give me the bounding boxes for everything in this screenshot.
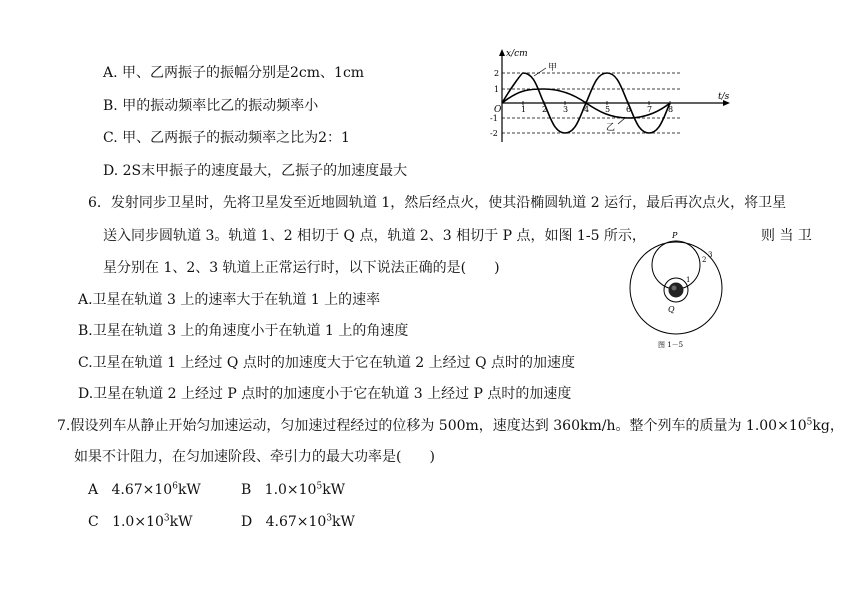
x-tick-label: 3 [563,105,569,114]
graph-origin-label: O [494,105,502,115]
graph-x-label: t/s [718,92,730,102]
q7-option-a [88,481,201,499]
graph-y-label: x/cm [506,49,528,59]
orbit-2 [652,241,700,289]
q6-option-b: B.卫星在轨道 3 上的角速度小于在轨道 1 上的角速度 [78,323,409,339]
q7-option-b [241,481,345,499]
q6-orbit-figure [628,228,732,350]
q5-option-c: C. 甲、乙两振子的振动频率之比为2：1 [103,130,350,146]
figure-label-q: Q [668,305,675,314]
label-jia: 甲 [548,63,558,73]
q7-option-c [88,513,193,531]
option-exponent: 3 [326,513,333,524]
option-unit: kW [177,482,201,498]
x-tick-label: 1 [521,105,527,114]
q7-option-d [241,513,355,531]
y-tick-label: -1 [490,114,498,123]
option-letter: B [241,482,252,498]
option-mantissa: 4.67×10 [265,514,327,530]
y-tick-label: 2 [494,69,500,78]
y-axis-arrow-icon [499,49,505,56]
option-unit: kW [332,514,355,530]
q6-stem-line-2-end: 则 当 卫 [761,228,812,244]
option-mantissa: 1.0×10 [264,482,317,498]
x-tick-label: 7 [647,105,653,114]
figure-label-1: 1 [686,276,691,284]
q7-stem-line-2: 如果不计阻力，在匀加速阶段、牵引力的最大功率是( ) [74,449,435,465]
option-mantissa: 4.67×10 [111,482,173,498]
q6-option-c: C.卫星在轨道 1 上经过 Q 点时的加速度大于它在轨道 2 上经过 Q 点时的加速度 [78,355,576,371]
figure-label-3: 3 [708,251,713,259]
q6-stem-line-1: 6．发射同步卫星时，先将卫星发至近地圆轨道 1，然后经点火，使其沿椭圆轨道 2 运行，最后再次点火，将卫星 [88,195,787,211]
q6-option-a: A.卫星在轨道 3 上的速率大于在轨道 1 上的速率 [78,292,381,308]
q5-option-b: B. 甲的振动频率比乙的振动频率小 [103,98,319,114]
q5-option-d: D. 2S末甲振子的速度最大，乙振子的加速度最大 [103,163,408,179]
figure-caption: 图 1－5 [658,341,684,349]
figure-label-2: 2 [702,256,707,264]
q7-stem-text: 7.假设列车从静止开始匀加速运动，匀加速过程经过的位移为 500m，速度达到 360km/h。整个列车的质量为 1.00×10 [57,418,807,434]
option-letter: A [88,482,99,498]
q7-stem-line-1 [57,417,844,435]
earth-icon [669,283,684,298]
q6-option-d: D.卫星在轨道 2 上经过 P 点时的加速度小于它在轨道 3 上经过 P 点时的加速度 [78,386,572,402]
option-letter: D [241,514,253,530]
option-exponent: 5 [316,481,323,492]
x-tick-label: 6 [626,105,632,114]
x-tick-label: 4 [584,105,590,114]
x-tick-label: 8 [668,105,674,114]
q5-option-a: A. 甲、乙两振子的振幅分别是2cm、1cm [103,65,365,81]
q7-stem-unit: kg， [812,418,844,434]
q6-stem-line-2: 送入同步圆轨道 3。轨道 1、2 相切于 Q 点，轨道 2、3 相切于 P 点，如图 1-5 所示， [103,228,646,244]
option-unit: kW [169,514,193,530]
x-tick-label: 2 [542,105,548,114]
option-exponent: 3 [163,513,170,524]
y-tick-label: -2 [490,129,498,138]
option-unit: kW [322,482,346,498]
figure-label-p: P [672,231,678,240]
option-letter: C [88,514,99,530]
q7-exponent: 5 [806,417,813,428]
q5-vibration-graph [490,46,740,146]
option-exponent: 6 [172,481,178,492]
label-yi: 乙 [606,123,616,133]
q6-stem-line-3: 星分别在 1、2、3 轨道上正常运行时，以下说法正确的是( ) [103,260,500,276]
y-tick-label: 1 [494,85,500,94]
option-mantissa: 1.0×10 [112,514,164,530]
x-tick-label: 5 [605,105,611,114]
